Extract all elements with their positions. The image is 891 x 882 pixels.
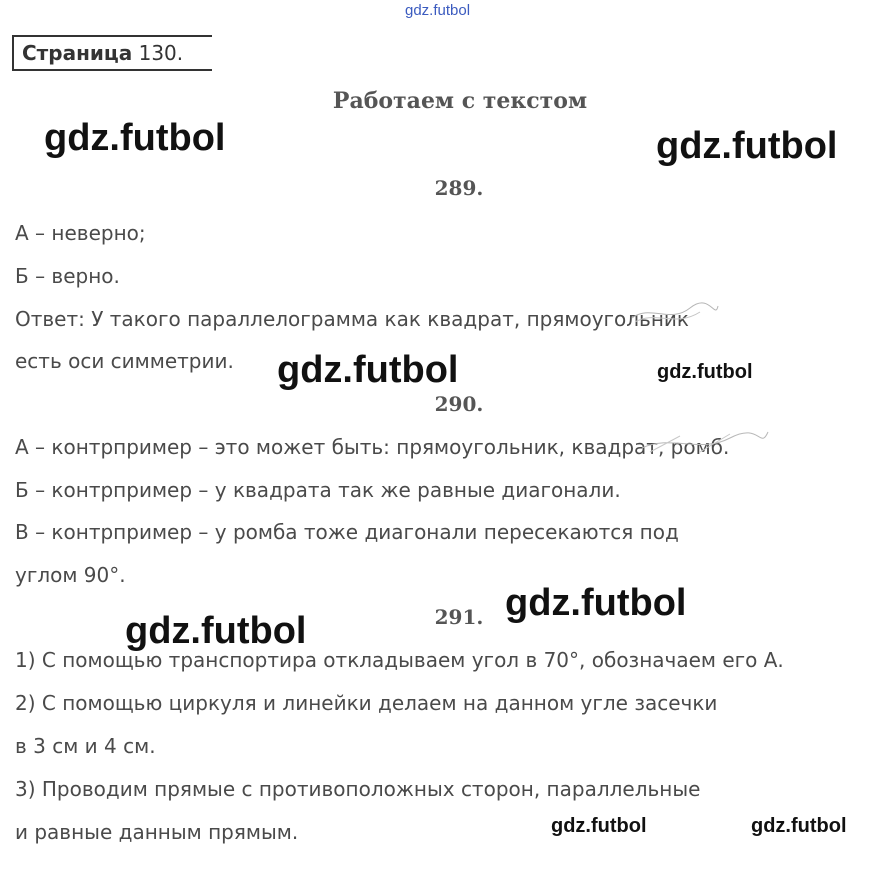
task-289-number: 289. (434, 176, 484, 200)
watermark: gdz.futbol (44, 117, 226, 159)
task-290-line-2: Б – контрпример – у квадрата так же равные диагонали. (15, 478, 621, 502)
task-290-line-3: В – контрпример – у ромба тоже диагонали пересекаются под (15, 520, 679, 544)
section-title: Работаем с текстом (332, 88, 588, 114)
task-289-line-1: А – неверно; (15, 221, 146, 245)
task-289-line-2: Б – верно. (15, 264, 120, 288)
task-289-line-3: Ответ: У такого параллелограмма как квадрат, прямоугольник (15, 307, 689, 331)
watermark: gdz.futbol (277, 349, 459, 391)
task-291-line-4: 3) Проводим прямые с противоположных сторон, параллельные (15, 777, 701, 801)
top-watermark: gdz.futbol (405, 2, 471, 19)
watermark: gdz.futbol (751, 815, 847, 837)
watermark: gdz.futbol (505, 582, 687, 624)
task-289-line-4: есть оси симметрии. (15, 349, 234, 373)
scribble-mark (630, 300, 720, 330)
task-291-line-5: и равные данным прямым. (15, 820, 299, 844)
task-291-line-1: 1) С помощью транспортира откладываем угол в 70°, обозначаем его А. (15, 648, 784, 672)
page-label-number: 130. (138, 41, 184, 65)
scribble-mark (640, 428, 770, 458)
task-291-line-2: 2) С помощью циркуля и линейки делаем на данном угле засечки (15, 691, 718, 715)
page-label (12, 35, 212, 71)
task-290-line-1: А – контрпример – это может быть: прямоугольник, квадрат, ромб. (15, 435, 730, 459)
task-291-line-3: в 3 см и 4 см. (15, 734, 156, 758)
page-label-word: Страница (22, 41, 133, 65)
watermark: gdz.futbol (125, 610, 307, 652)
watermark: gdz.futbol (656, 125, 838, 167)
task-290-line-4: углом 90°. (15, 563, 126, 587)
watermark: gdz.futbol (657, 361, 753, 383)
task-291-number: 291. (434, 605, 484, 629)
watermark: gdz.futbol (551, 815, 647, 837)
task-290-number: 290. (434, 392, 484, 416)
